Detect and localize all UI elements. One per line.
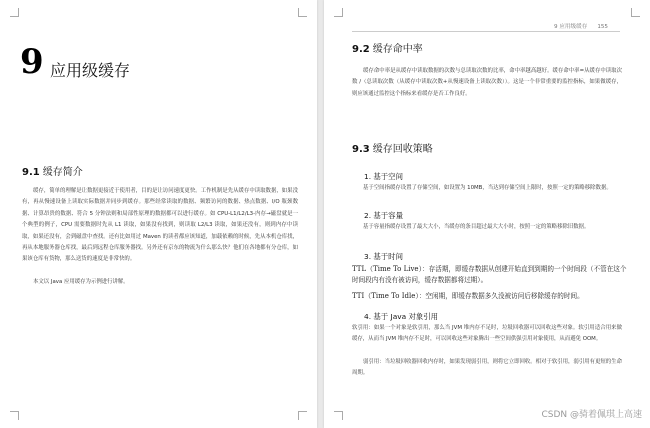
subheading-capacity: 2. 基于容量 xyxy=(364,211,403,220)
section-paragraph: 缓存，简单的理解是让数据更接近于使用者，目的是让访问速度更快。工作机制是先从缓存中读取数据，如果没有，再从慢速设备上读取实际数据并同步到缓存。那些经常读取的数据、频繁访问的数据、热点数据、I/O 瓶颈数据、计算昂贵的数据、符合 5 分钟法则和局部性原理的数据都可以进行缓存。如 CPU-L1/L2/L3-内存→磁盘就是一个典型的例子，CPU 需要数据时先从 L1 读取，如果没有找到，则读取 L2/L3 读取，如果还没有，则到内存中读取，如果还没有，会到磁盘中查找。还有比如用过 Maven 的读者都应该知道，加载依赖的时候，先从本机仓库找，再从本地服务器仓库找，最后到远程仓库服务器找。另外还有京东的物流为什么那么快？他们在各地都有分仓库，如果该仓库有货物，那么送货的速度是非常快的。 xyxy=(22,188,298,263)
subheading-java-reference: 4. 基于 Java 对象引用 xyxy=(364,312,439,321)
ttl-definition xyxy=(352,264,628,286)
tti-text: ：空闲期，即缓存数据多久没被访问后移除缓存的时间。 xyxy=(418,292,584,300)
section-heading-9-3 xyxy=(352,140,433,155)
crop-mark xyxy=(298,8,307,17)
crop-mark xyxy=(334,8,343,17)
item-paragraph: 基于空间指缓存设置了存储空间，如设置为 10MB，当达到存储空间上限时，按照一定的策略移除数据。 xyxy=(363,185,612,191)
section-heading-9-1 xyxy=(22,163,83,178)
left-page xyxy=(0,0,317,428)
section-number: 9.2 xyxy=(352,44,370,55)
crop-mark xyxy=(10,411,19,420)
weak-reference-paragraph: 弱引用：当垃圾回收器回收内存时，如果发现弱引用，则将它立即回收。相对于软引用，弱引用有更短的生命周期。 xyxy=(352,359,622,377)
chapter-title: 应用级缓存 xyxy=(50,61,131,80)
item-paragraph: 基于容量指缓存设置了最大大小，当缓存的条目超过最大大小时，按照一定的策略移除旧数据。 xyxy=(363,224,590,230)
section-heading-9-2 xyxy=(352,40,423,55)
section-title: 缓存回收策略 xyxy=(372,144,433,155)
ttl-term: TTL（Time To Live） xyxy=(352,265,423,273)
page-number: 155 xyxy=(597,24,608,30)
crop-mark xyxy=(334,411,343,420)
running-header-title: 9 应用级缓存 xyxy=(554,24,588,30)
crop-mark xyxy=(631,8,640,17)
subheading-time: 3. 基于时间 xyxy=(364,252,403,261)
watermark: CSDN @骑着佩琪上高速 xyxy=(541,410,642,420)
crop-mark xyxy=(10,8,19,17)
crop-mark xyxy=(298,411,307,420)
section-title: 缓存命中率 xyxy=(372,44,423,55)
section-paragraph: 本文以 Java 应用缓存为示例进行讲解。 xyxy=(33,279,129,285)
section-title: 缓存简介 xyxy=(42,167,83,178)
section-number: 9.3 xyxy=(352,144,370,155)
chapter-number: 9 xyxy=(20,42,44,82)
header-rule xyxy=(352,31,620,32)
soft-reference-paragraph: 软引用：如果一个对象是软引用，那么当 JVM 堆内存不足时，垃圾回收器可以回收这些对象。软引用适合用来做缓存，从而当 JVM 堆内存不足时，可以回收这些对象腾出一些空间供强引用对象使用，从而避免 OOM。 xyxy=(352,325,622,343)
ttl-text: ：存活期，即缓存数据从创建开始直到到期的一个时间段（不管在这个时间段内有没有被访问，缓存数据都将过期）。 xyxy=(352,265,627,284)
right-page xyxy=(324,0,650,428)
section-number: 9.1 xyxy=(22,167,40,178)
tti-term: TTI（Time To Idle） xyxy=(352,292,419,300)
section-paragraph: 缓存命中率是从缓存中读取数据的次数与总读取次数的比率，命中率越高越好。缓存命中率=从缓存中读取次数 /（总读取次数（从缓存中读取次数+从慢速设备上读取次数））。这是一个非常重要的监控指标，如果做缓存，则应该通过监控这个指标来看缓存是否工作良好。 xyxy=(352,68,622,97)
subheading-space: 1. 基于空间 xyxy=(364,172,403,181)
tti-definition xyxy=(352,291,628,302)
running-header xyxy=(554,22,608,30)
